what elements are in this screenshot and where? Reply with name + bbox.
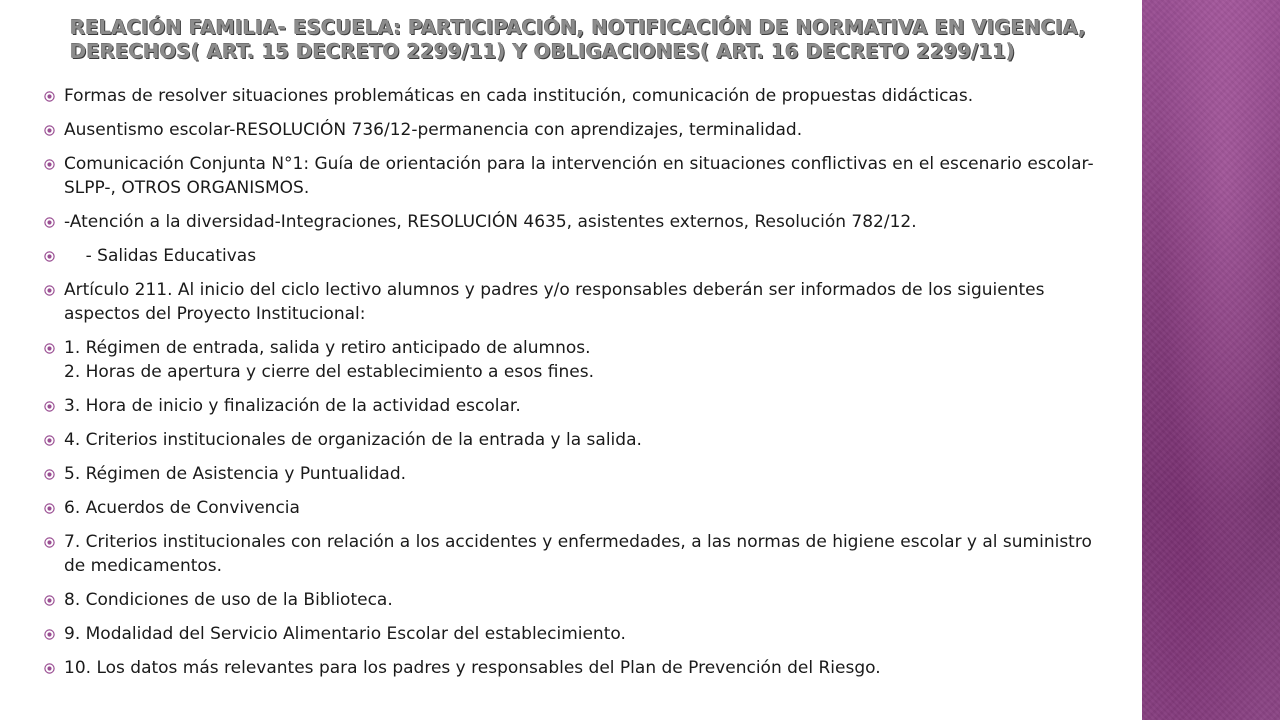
bullet-list	[44, 84, 1104, 690]
list-item	[44, 428, 1104, 452]
circled-dot-icon	[44, 503, 55, 514]
circled-dot-icon	[44, 401, 55, 412]
list-item	[44, 496, 1104, 520]
list-item-text: -Atención a la diversidad-Integraciones, RESOLUCIÓN 4635, asistentes externos, Resolución 782/12.	[64, 212, 917, 232]
list-item-line-1: 1. Régimen de entrada, salida y retiro anticipado de alumnos.	[64, 338, 591, 358]
list-item-line-2: 2. Horas de apertura y cierre del establecimiento a esos fines.	[64, 362, 595, 382]
list-item-text: Formas de resolver situaciones problemáticas en cada institución, comunicación de propuestas didácticas.	[64, 86, 974, 106]
list-item-text: 4. Criterios institucionales de organización de la entrada y la salida.	[64, 430, 642, 450]
list-item	[44, 278, 1104, 326]
title-line-2: DERECHOS( ART. 15 DECRETO 2299/11) Y OBLIGACIONES( ART. 16 DECRETO 2299/11)	[70, 40, 1016, 63]
list-item	[44, 84, 1104, 108]
circled-dot-icon	[44, 629, 55, 640]
list-item	[44, 336, 1104, 384]
list-item	[44, 152, 1104, 200]
list-item-text: 9. Modalidad del Servicio Alimentario Escolar del establecimiento.	[64, 624, 626, 644]
list-item-text: Comunicación Conjunta N°1: Guía de orientación para la intervención en situaciones conflictivas en el escenario escolar-SLPP-, OTROS ORGANISMOS.	[64, 154, 1094, 198]
list-item-text: Ausentismo escolar-RESOLUCIÓN 736/12-permanencia con aprendizajes, terminalidad.	[64, 120, 803, 140]
list-item	[44, 210, 1104, 234]
circled-dot-icon	[44, 251, 55, 262]
circled-dot-icon	[44, 159, 55, 170]
list-item	[44, 622, 1104, 646]
list-item-text: 3. Hora de inicio y finalización de la actividad escolar.	[64, 396, 521, 416]
list-item	[44, 588, 1104, 612]
title-line-1: RELACIÓN FAMILIA- ESCUELA: PARTICIPACIÓN, NOTIFICACIÓN DE NORMATIVA EN VIGENCIA,	[70, 16, 1086, 39]
circled-dot-icon	[44, 125, 55, 136]
circled-dot-icon	[44, 469, 55, 480]
list-item-text: 8. Condiciones de uso de la Biblioteca.	[64, 590, 393, 610]
circled-dot-icon	[44, 435, 55, 446]
list-item-text: - Salidas Educativas	[64, 246, 257, 266]
circled-dot-icon	[44, 91, 55, 102]
list-item-text: 10. Los datos más relevantes para los padres y responsables del Plan de Prevención del Riesgo.	[64, 658, 881, 678]
list-item-text: 6. Acuerdos de Convivencia	[64, 498, 300, 518]
list-item-text: 7. Criterios institucionales con relación a los accidentes y enfermedades, a las normas de higiene escolar y al suministro de medicamentos.	[64, 532, 1092, 576]
circled-dot-icon	[44, 285, 55, 296]
list-item	[44, 462, 1104, 486]
circled-dot-icon	[44, 595, 55, 606]
list-item-text: 5. Régimen de Asistencia y Puntualidad.	[64, 464, 407, 484]
circled-dot-icon	[44, 663, 55, 674]
decorative-side-panel	[1142, 0, 1280, 720]
circled-dot-icon	[44, 217, 55, 228]
list-item	[44, 530, 1104, 578]
list-item	[44, 394, 1104, 418]
list-item	[44, 118, 1104, 142]
list-item-text: Artículo 211. Al inicio del ciclo lectivo alumnos y padres y/o responsables deberán ser informados de los siguientes aspectos del Proyecto Institucional:	[64, 280, 1045, 324]
circled-dot-icon	[44, 537, 55, 548]
list-item	[44, 244, 1104, 268]
slide-title	[70, 16, 1130, 64]
circled-dot-icon	[44, 343, 55, 354]
list-item	[44, 656, 1104, 680]
